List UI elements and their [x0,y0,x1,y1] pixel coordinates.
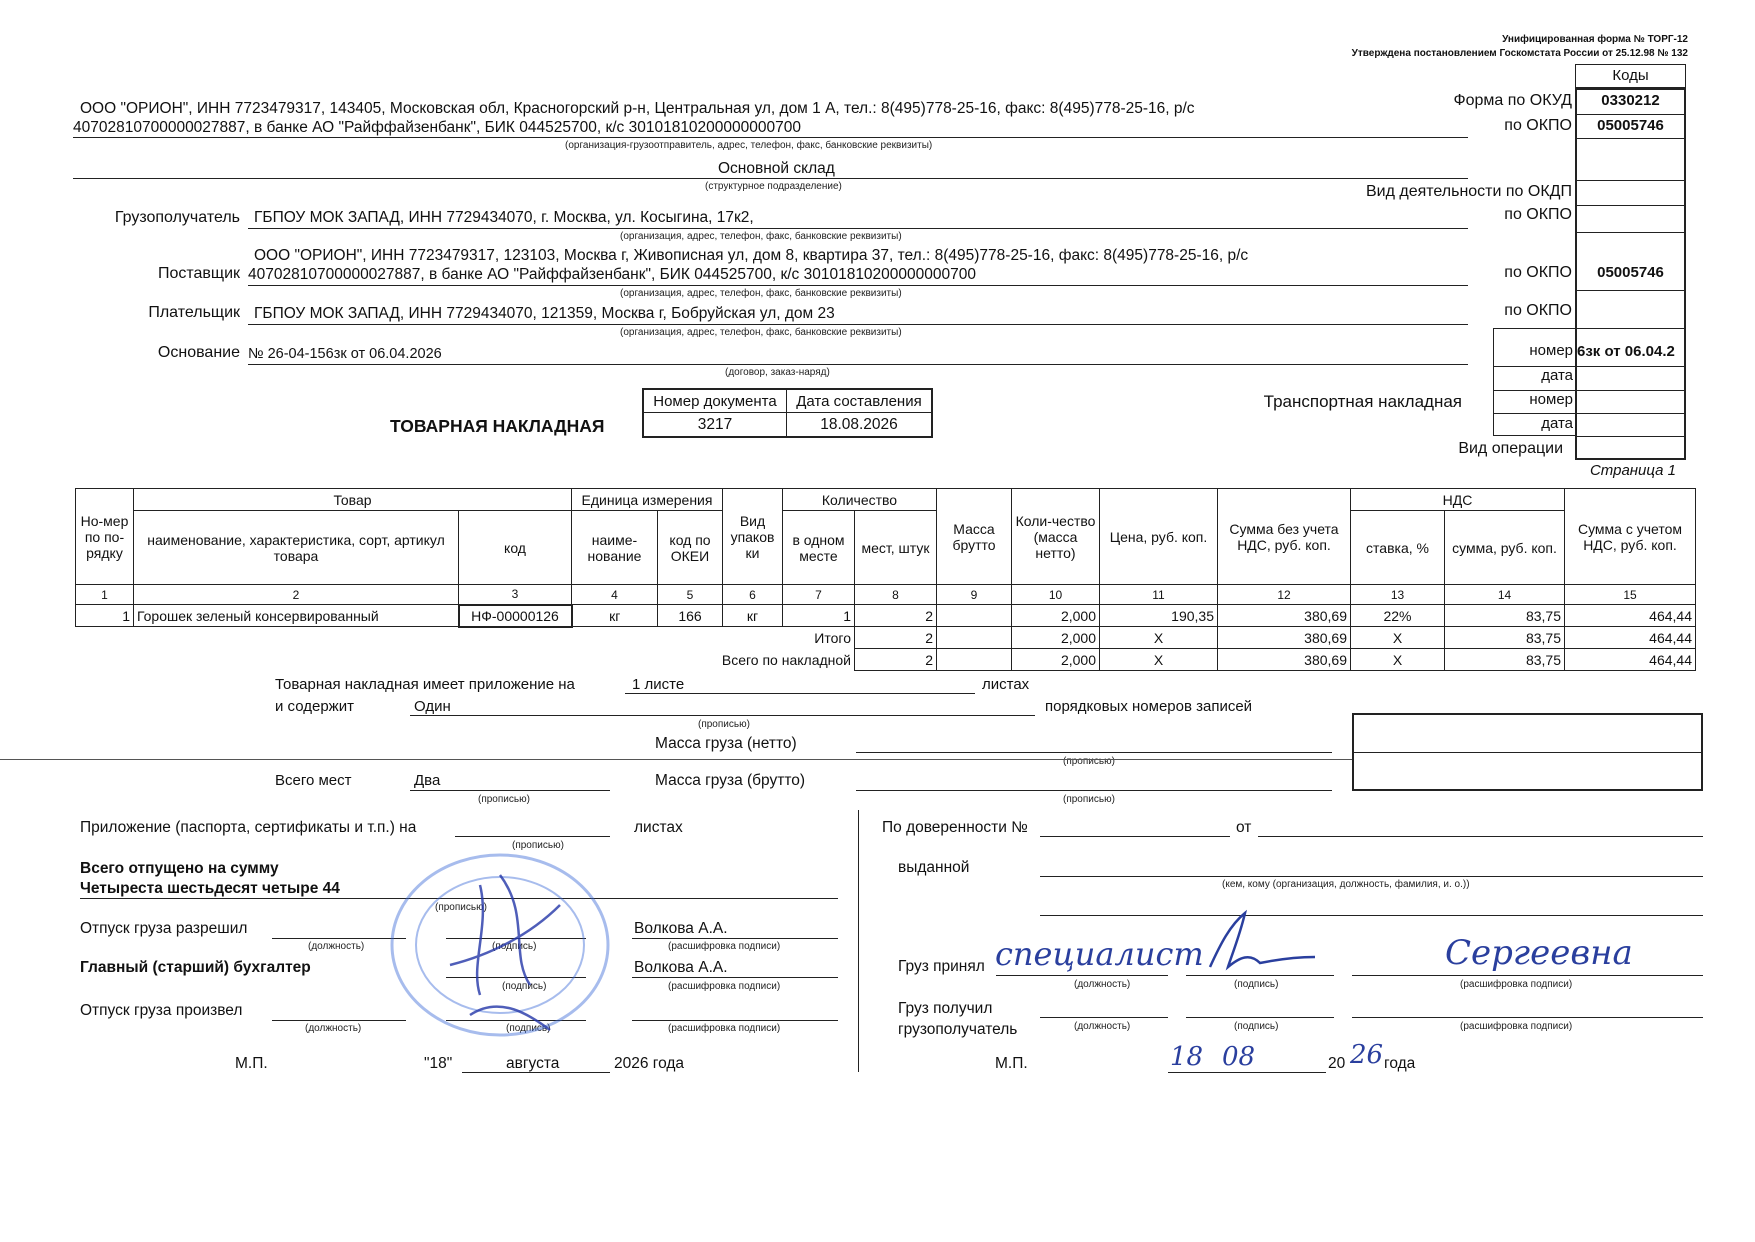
col-num: 1 [76,585,134,605]
appendix-value: 1 листе [632,676,685,693]
row-number: 1 [76,605,134,627]
col-num: 10 [1012,585,1100,605]
shipper-line2: 40702810700000027887, в банке АО "Райффайзенбанк", БИК 044525700, к/с 30101810200000000700 [73,119,802,136]
row-net: 2,000 [1012,605,1100,627]
company-stamp [380,845,620,1045]
vsego-net: 2,000 [1012,649,1100,671]
consignee-signature-caption: (подпись) [1234,1021,1279,1032]
th-vat-rate: ставка, % [1351,511,1445,585]
row-gross [937,605,1012,627]
stamp-place-right: М.П. [995,1055,1028,1072]
handwritten-signature [1190,905,1320,975]
col-num: 3 [459,585,572,605]
proxy-from-label: от [1236,819,1252,836]
th-goods-code: код [459,511,572,585]
row-okei: 166 [658,605,723,627]
produced-label: Отпуск груза произвел [80,1002,243,1019]
th-qty-places: мест, штук [855,511,937,585]
payer-okpo-label: по ОКПО [1504,302,1572,319]
col-num: 13 [1351,585,1445,605]
consignee-label: Грузополучатель [114,209,240,226]
itogo-rate: X [1351,627,1445,649]
okdp-label: Вид деятельности по ОКДП [1365,183,1572,200]
accountant-label: Главный (старший) бухгалтер [80,959,311,976]
itogo-sum: 380,69 [1218,627,1351,649]
doc-number-value: 3217 [697,416,733,433]
row-unit: кг [572,605,658,627]
division-caption: (структурное подразделение) [705,181,842,192]
attach-caption: (прописью) [512,840,564,851]
consignee-caption: (организация, адрес, телефон, факс, банковские реквизиты) [620,231,902,242]
contains-label: и содержит [275,698,354,715]
produced-signature-caption: (подпись) [506,1023,551,1034]
released-sum-caption: (прописью) [435,902,487,913]
gross-label: Масса груза (брутто) [655,772,806,789]
accountant-decode-caption: (расшифровка подписи) [668,981,781,992]
appendix-sheets: листах [982,676,1030,693]
vsego-row [76,649,1696,671]
basis-date-label: дата [1541,367,1573,384]
records-label: порядковых номеров записей [1045,698,1253,715]
received-position-caption: (должность) [1074,979,1131,990]
goods-table [75,488,1696,671]
doc-number-header: Номер документа [653,393,777,410]
th-unit: Единица измерения [572,489,723,511]
row-qty-one: 1 [783,605,855,627]
issued-label: выданной [898,859,970,876]
vsego-rate: X [1351,649,1445,671]
okud-code: 0330212 [1601,92,1660,109]
itogo-vat: 83,75 [1445,627,1565,649]
okud-label: Форма по ОКУД [1453,92,1572,109]
attach-label: Приложение (паспорта, сертификаты и т.п.) на [80,819,417,836]
received-signature-caption: (подпись) [1234,979,1279,990]
places-label: Всего мест [275,772,352,789]
vsego-places: 2 [855,649,937,671]
row-pack: кг [723,605,783,627]
basis-label: Основание [157,344,240,361]
table-row [76,605,1696,627]
shipper-caption: (организация-грузоотправитель, адрес, телефон, факс, банковские реквизиты) [565,140,933,151]
row-sum: 380,69 [1218,605,1351,627]
supplier-okpo-code: 05005746 [1597,264,1664,281]
basis-number-code: 6зк от 06.04.2 [1577,343,1675,360]
th-sum-novat: Сумма без учета НДС, руб. коп. [1218,489,1351,585]
page-number: Страница 1 [1589,462,1676,479]
date2-year-prefix: 20 [1328,1055,1346,1072]
col-num: 2 [134,585,459,605]
th-pack: Вид упаков ки [723,489,783,585]
basis-caption: (договор, заказ-наряд) [725,367,830,378]
appendix-label: Товарная накладная имеет приложение на [275,676,575,693]
consignee-received-line1: Груз получил [898,1000,993,1017]
produced-decode-caption: (расшифровка подписи) [668,1023,781,1034]
contains-caption: (прописью) [698,719,750,730]
document-title: ТОВАРНАЯ НАКЛАДНАЯ [390,416,605,436]
vsego-total: 464,44 [1565,649,1696,671]
places-caption: (прописью) [478,794,530,805]
section-divider [858,810,859,1072]
col-num: 12 [1218,585,1351,605]
vsego-label: Всего по накладной [721,651,851,668]
doc-date-value: 18.08.2026 [820,416,898,433]
supplier-label: Поставщик [157,265,240,282]
net-label: Масса груза (нетто) [655,735,797,752]
row-vat-rate: 22% [1351,605,1445,627]
col-num: 6 [723,585,783,605]
allowed-signature-caption: (подпись) [492,941,537,952]
gross-caption: (прописью) [1063,794,1115,805]
consignee-position-caption: (должность) [1074,1021,1131,1032]
shipper-division: Основной склад [718,160,835,177]
row-price: 190,35 [1100,605,1218,627]
issued-caption: (кем, кому (организация, должность, фамилия, и. о.)) [1222,879,1470,890]
th-qty-one: в одном месте [783,511,855,585]
released-sum-label: Всего отпущено на сумму [80,860,279,877]
itogo-total: 464,44 [1565,627,1696,649]
col-num: 8 [855,585,937,605]
proxy-label: По доверенности № [882,819,1028,836]
contains-value: Один [414,698,451,715]
itogo-price: X [1100,627,1218,649]
accountant-name: Волкова А.А. [634,959,728,976]
th-vat: НДС [1351,489,1565,511]
th-goods-name: наименование, характеристика, сорт, артикул товара [134,511,459,585]
handwritten-name: Сергеевна [1445,933,1633,973]
th-price: Цена, руб. коп. [1100,489,1218,585]
handwritten-month: 08 [1222,1042,1256,1072]
payer-label: Плательщик [148,304,240,321]
payer-value: ГБПОУ МОК ЗАПАД, ИНН 7729434070, 121359, Москва г, Бобруйская ул, дом 23 [254,305,835,322]
row-total: 464,44 [1565,605,1696,627]
th-goods: Товар [134,489,572,511]
row-places: 2 [855,605,937,627]
supplier-line2: 40702810700000027887, в банке АО "Райффайзенбанк", БИК 044525700, к/с 30101810200000000700 [248,266,977,283]
handwritten-day: 18 [1170,1042,1204,1072]
date-year: 2026 года [614,1055,685,1072]
supplier-okpo-label: по ОКПО [1504,264,1572,281]
transport-date-label: дата [1541,415,1573,432]
attach-sheets: листах [634,819,683,836]
received-label: Груз принял [898,958,985,975]
supplier-caption: (организация, адрес, телефон, факс, банковские реквизиты) [620,288,902,299]
form-title: Унифицированная форма № ТОРГ-12 [1502,34,1688,45]
form-approval: Утверждена постановлением Госкомстата России от 25.12.98 № 132 [1351,48,1688,59]
consignee-decode-caption: (расшифровка подписи) [1460,1021,1573,1032]
released-sum-value: Четыреста шестьдесят четыре 44 [80,880,340,897]
consignee-value: ГБПОУ МОК ЗАПАД, ИНН 7729434070, г. Москва, ул. Косыгина, 17к2, [254,209,754,226]
transport-number-label: номер [1529,391,1573,408]
date-month: августа [506,1055,560,1072]
vsego-sum: 380,69 [1218,649,1351,671]
th-net: Коли-чество (масса нетто) [1012,489,1100,585]
th-number: Но-мер по по-рядку [76,489,134,585]
transport-label: Транспортная накладная [1263,392,1462,411]
th-qty: Количество [783,489,937,511]
consignee-received-line2: грузополучатель [898,1021,1018,1038]
itogo-label: Итого [814,629,851,646]
col-num: 4 [572,585,658,605]
basis-value: № 26-04-156зк от 06.04.2026 [248,346,442,362]
itogo-places: 2 [855,627,937,649]
row-name: Горошек зеленый консервированный [134,605,459,627]
basis-number-label: номер [1529,342,1573,359]
col-num: 11 [1100,585,1218,605]
col-num: 7 [783,585,855,605]
places-value: Два [414,772,441,789]
col-num: 5 [658,585,723,605]
net-caption: (прописью) [1063,756,1115,767]
row-vat-sum: 83,75 [1445,605,1565,627]
allowed-label: Отпуск груза разрешил [80,920,248,937]
okpo-code: 05005746 [1597,117,1664,134]
col-num: 15 [1565,585,1696,605]
shipper-line1: ООО "ОРИОН", ИНН 7723479317, 143405, Московская обл, Красногорский р-н, Центральная ул, дом 1 А, тел.: 8(495)778-25-16, факс: 8(495)778-25-16, р/с [80,100,1195,117]
itogo-row [76,627,1696,649]
th-sum-vat: Сумма с учетом НДС, руб. коп. [1565,489,1696,585]
supplier-line1: ООО "ОРИОН", ИНН 7723479317, 123103, Москва г, Живописная ул, дом 8, квартира 37, тел.: 8(495)778-25-16, факс: 8(495)778-25-16, р/с [254,247,1249,264]
doc-date-header: Дата составления [796,393,922,410]
stamp-place-left: М.П. [235,1055,268,1072]
th-gross: Масса брутто [937,489,1012,585]
itogo-net: 2,000 [1012,627,1100,649]
vsego-vat: 83,75 [1445,649,1565,671]
handwritten-year: 26 [1350,1040,1384,1070]
date2-year-suffix: года [1384,1055,1416,1072]
allowed-position-caption: (должность) [308,941,365,952]
th-unit-okei: код по ОКЕИ [658,511,723,585]
handwritten-position: специалист [995,935,1204,973]
th-vat-sum: сумма, руб. коп. [1445,511,1565,585]
okpo-label: по ОКПО [1504,117,1572,134]
operation-label: Вид операции [1458,440,1563,457]
column-numbers-row [76,585,1696,605]
codes-header: Коды [1575,64,1686,88]
allowed-decode-caption: (расшифровка подписи) [668,941,781,952]
consignee-okpo-label: по ОКПО [1504,206,1572,223]
col-num: 9 [937,585,1012,605]
accountant-signature-caption: (подпись) [502,981,547,992]
row-code: НФ-00000126 [459,605,572,627]
col-num: 14 [1445,585,1565,605]
th-unit-name: наиме-нование [572,511,658,585]
produced-position-caption: (должность) [305,1023,362,1034]
payer-caption: (организация, адрес, телефон, факс, банковские реквизиты) [620,327,902,338]
received-decode-caption: (расшифровка подписи) [1460,979,1573,990]
vsego-price: X [1100,649,1218,671]
allowed-name: Волкова А.А. [634,920,728,937]
date-day: "18" [424,1055,453,1072]
